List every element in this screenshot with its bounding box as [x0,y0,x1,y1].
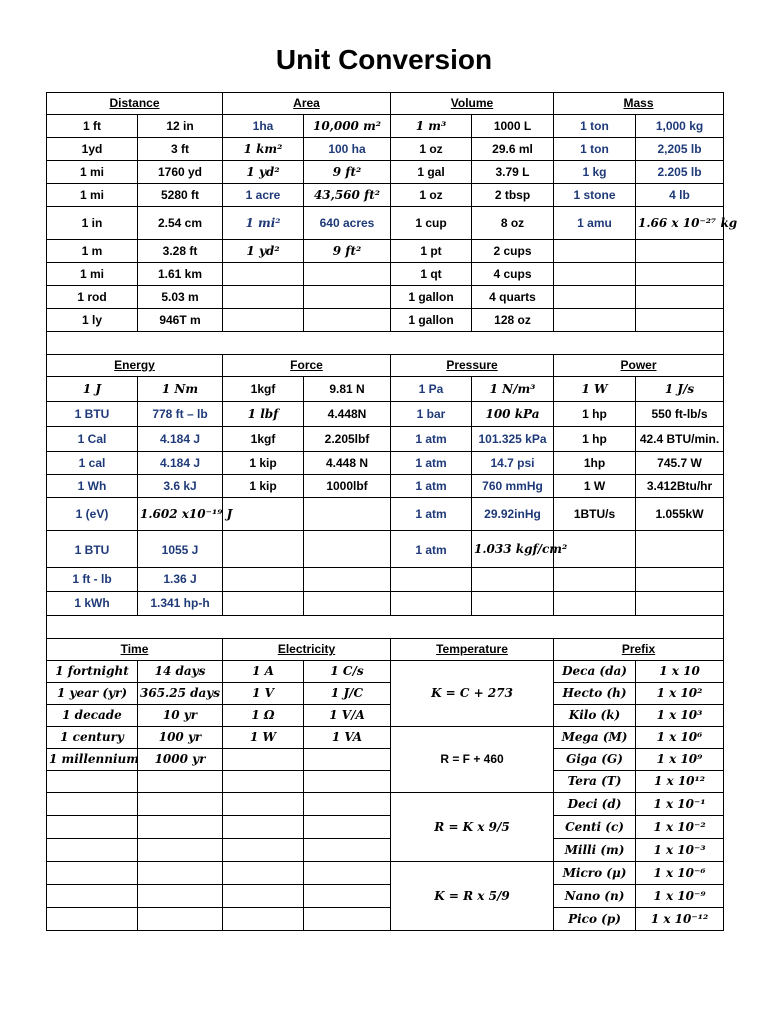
cell: 3.79 L [472,161,554,184]
cell: 4.448 N [304,452,391,475]
cell: 1 x 10⁻⁹ [636,885,724,908]
cell [223,749,304,771]
cell: 1 C/s [304,661,391,683]
cell [636,263,724,286]
cell: 1 x 10⁻⁶ [636,862,724,885]
cell [47,793,138,816]
cell: 1 atm [391,475,472,498]
table-row [47,568,724,592]
table-row [47,816,724,839]
cell: 550 ft-lb/s [636,402,724,427]
header-pressure: Pressure [391,355,554,377]
cell: 1BTU/s [554,498,636,531]
cell: 1 W [554,377,636,402]
header-force: Force [223,355,391,377]
temperature-formula: R = F + 460 [391,727,554,793]
cell: 4 lb [636,184,724,207]
temperature-formula: K = C + 273 [391,661,554,727]
table-row [47,862,724,885]
cell: 1 Cal [47,427,138,452]
header-volume: Volume [391,93,554,115]
cell [304,286,391,309]
cell [472,592,554,616]
cell [304,771,391,793]
cell: 1 A [223,661,304,683]
cell: 1 ton [554,138,636,161]
cell: 4 quarts [472,286,554,309]
cell: 2,205 lb [636,138,724,161]
spacer [47,332,724,355]
cell [223,862,304,885]
table-row [47,263,724,286]
cell: 1 gal [391,161,472,184]
cell [47,908,138,931]
cell: 29.6 ml [472,138,554,161]
cell: 1 bar [391,402,472,427]
cell: 1 atm [391,498,472,531]
cell [138,908,223,931]
cell [223,309,304,332]
temperature-formula: K = R x 5/9 [391,862,554,931]
cell: 1000 L [472,115,554,138]
cell [304,568,391,592]
cell: 745.7 W [636,452,724,475]
cell [47,771,138,793]
cell: 1 year (yr) [47,683,138,705]
cell [304,263,391,286]
cell: 3.28 ft [138,240,223,263]
cell: 1 N/m³ [472,377,554,402]
cell [223,771,304,793]
spacer-row [47,616,724,639]
cell [47,839,138,862]
cell: 946T m [138,309,223,332]
header-electricity: Electricity [223,639,391,661]
cell: Pico (p) [554,908,636,931]
cell: 1 decade [47,705,138,727]
cell: 1 rod [47,286,138,309]
table-row [47,531,724,568]
table-row [47,115,724,138]
cell [223,839,304,862]
cell [223,793,304,816]
table-row [47,661,724,683]
cell: 3.6 kJ [138,475,223,498]
cell [223,816,304,839]
cell: 1.36 J [138,568,223,592]
cell: 1 fortnight [47,661,138,683]
table-row [47,908,724,931]
cell [554,240,636,263]
cell [138,771,223,793]
header-distance: Distance [47,93,223,115]
cell: 100 kPa [472,402,554,427]
cell: 1.66 x 10⁻²⁷ kg [636,207,724,240]
cell: 1.055kW [636,498,724,531]
cell: 8 oz [472,207,554,240]
header-temperature: Temperature [391,639,554,661]
table-row [47,498,724,531]
cell: 1 x 10⁻¹² [636,908,724,931]
cell: 1 century [47,727,138,749]
cell [223,498,304,531]
cell: 1 ly [47,309,138,332]
header-area: Area [223,93,391,115]
page-title: Unit Conversion [275,44,493,75]
cell: 1kgf [223,377,304,402]
cell: 1 mi [47,184,138,207]
cell: 1 W [223,727,304,749]
cell: 1 gallon [391,309,472,332]
table-row [47,161,724,184]
cell [304,862,391,885]
cell: 1 x 10⁻² [636,816,724,839]
cell [554,309,636,332]
cell: 1 J/s [636,377,724,402]
spacer [47,616,724,639]
cell: 3 ft [138,138,223,161]
cell: 1 atm [391,531,472,568]
cell: 100 ha [304,138,391,161]
cell: 1 VA [304,727,391,749]
cell: 1,000 kg [636,115,724,138]
cell: 12 in [138,115,223,138]
unit-conversion-table [46,92,738,931]
cell [636,568,724,592]
cell [304,793,391,816]
cell: 1 x 10⁹ [636,749,724,771]
table-row [47,427,724,452]
cell [138,862,223,885]
cell: 1 W [554,475,636,498]
cell: 1.602 x10⁻¹⁹ J [138,498,223,531]
cell: 100 yr [138,727,223,749]
cell [138,793,223,816]
cell [636,286,724,309]
cell: 1 m³ [391,115,472,138]
cell: 10,000 m² [304,115,391,138]
table-row [47,683,724,705]
cell [304,885,391,908]
cell [47,816,138,839]
cell: 1000lbf [304,475,391,498]
cell: 1 BTU [47,402,138,427]
cell: Mega (M) [554,727,636,749]
cell [223,531,304,568]
cell: 1000 yr [138,749,223,771]
cell: 43,560 ft² [304,184,391,207]
header-power: Power [554,355,724,377]
cell: 29.92inHg [472,498,554,531]
cell: 1 mi² [223,207,304,240]
cell: 1 hp [554,427,636,452]
cell [391,568,472,592]
header-mass: Mass [554,93,724,115]
cell: Tera (T) [554,771,636,793]
cell [636,531,724,568]
cell: 1 m [47,240,138,263]
cell: 1 V [223,683,304,705]
cell: 9 ft² [304,240,391,263]
cell [47,862,138,885]
cell: 1 cup [391,207,472,240]
cell: Deca (da) [554,661,636,683]
table-row [47,749,724,771]
cell: 4.448N [304,402,391,427]
cell [554,568,636,592]
cell: 1 in [47,207,138,240]
section-header-row [47,355,724,377]
cell: 1 pt [391,240,472,263]
cell: Giga (G) [554,749,636,771]
cell: Milli (m) [554,839,636,862]
cell: 1760 yd [138,161,223,184]
cell: Micro (μ) [554,862,636,885]
cell [391,592,472,616]
cell: Nano (n) [554,885,636,908]
cell: 1 x 10⁻³ [636,839,724,862]
cell [472,568,554,592]
cell: 1 x 10⁶ [636,727,724,749]
cell: Centi (c) [554,816,636,839]
cell: 1 stone [554,184,636,207]
cell [304,816,391,839]
cell: 365.25 days [138,683,223,705]
cell: 1 gallon [391,286,472,309]
cell: 3.412Btu/hr [636,475,724,498]
cell: 1 millennium [47,749,138,771]
cell [304,749,391,771]
cell: 1 mi [47,161,138,184]
cell: 778 ft – lb [138,402,223,427]
cell: 1 Ω [223,705,304,727]
cell: 5.03 m [138,286,223,309]
section-header-row [47,93,724,115]
cell: 1 oz [391,184,472,207]
header-time: Time [47,639,223,661]
cell [554,263,636,286]
table-row [47,705,724,727]
cell: 42.4 BTU/min. [636,427,724,452]
cell [304,498,391,531]
header-prefix: Prefix [554,639,724,661]
table-row [47,452,724,475]
cell: 4.184 J [138,427,223,452]
table-row [47,286,724,309]
cell: 1 yd² [223,240,304,263]
cell: 2.54 cm [138,207,223,240]
cell: 1 oz [391,138,472,161]
cell: 1.033 kgf/cm² [472,531,554,568]
cell: 1 km² [223,138,304,161]
cell: Deci (d) [554,793,636,816]
cell: 1kgf [223,427,304,452]
cell [554,286,636,309]
cell: 1 x 10⁻¹ [636,793,724,816]
cell: 760 mmHg [472,475,554,498]
table-row [47,377,724,402]
table-row [47,207,724,240]
cell [304,309,391,332]
cell [304,531,391,568]
cell: 1 x 10³ [636,705,724,727]
cell [223,286,304,309]
cell [636,309,724,332]
cell [554,592,636,616]
cell: 9 ft² [304,161,391,184]
cell: 101.325 kPa [472,427,554,452]
cell [636,240,724,263]
cell [223,908,304,931]
cell: 1 yd² [223,161,304,184]
cell [636,592,724,616]
table-row [47,793,724,816]
cell [223,592,304,616]
cell: 10 yr [138,705,223,727]
cell: Hecto (h) [554,683,636,705]
cell [304,908,391,931]
cell: 1 kip [223,475,304,498]
cell: 1 atm [391,427,472,452]
cell: 2.205 lb [636,161,724,184]
cell: 1 hp [554,402,636,427]
cell: 1 ft [47,115,138,138]
table-row [47,592,724,616]
cell: 1 J [47,377,138,402]
cell: 1 amu [554,207,636,240]
table-row [47,475,724,498]
table-row [47,309,724,332]
cell: 2 cups [472,240,554,263]
table-row [47,885,724,908]
cell: 5280 ft [138,184,223,207]
cell [223,263,304,286]
cell: 1 cal [47,452,138,475]
cell [138,816,223,839]
cell: 1 V/A [304,705,391,727]
cell [138,885,223,908]
spacer-row [47,332,724,355]
cell: 4.184 J [138,452,223,475]
cell: 1 J/C [304,683,391,705]
cell: 1 kip [223,452,304,475]
table-row [47,138,724,161]
cell: 1 Nm [138,377,223,402]
cell: 1yd [47,138,138,161]
cell: 128 oz [472,309,554,332]
cell: 1 qt [391,263,472,286]
cell: 1 atm [391,452,472,475]
cell: 1 (eV) [47,498,138,531]
cell: 4 cups [472,263,554,286]
cell: 9.81 N [304,377,391,402]
cell: 1.61 km [138,263,223,286]
cell: Kilo (k) [554,705,636,727]
cell [47,885,138,908]
cell: 1 ton [554,115,636,138]
cell [223,885,304,908]
cell: 1 lbf [223,402,304,427]
cell: 14 days [138,661,223,683]
table-row [47,839,724,862]
cell: 1 x 10¹² [636,771,724,793]
cell: 1 Wh [47,475,138,498]
cell: 1 Pa [391,377,472,402]
cell: 640 acres [304,207,391,240]
cell: 1 kWh [47,592,138,616]
cell: 1hp [554,452,636,475]
cell: 1ha [223,115,304,138]
cell [304,839,391,862]
cell: 1 x 10² [636,683,724,705]
cell [138,839,223,862]
cell: 1.341 hp-h [138,592,223,616]
table-row [47,240,724,263]
table-row [47,771,724,793]
cell: 1 x 10 [636,661,724,683]
table-row [47,402,724,427]
table-row [47,727,724,749]
table-row [47,184,724,207]
temperature-formula: R = K x 9/5 [391,793,554,862]
cell [223,568,304,592]
cell: 1055 J [138,531,223,568]
cell: 1 BTU [47,531,138,568]
cell: 2.205lbf [304,427,391,452]
header-energy: Energy [47,355,223,377]
cell [304,592,391,616]
cell: 2 tbsp [472,184,554,207]
cell: 1 mi [47,263,138,286]
section-header-row [47,639,724,661]
cell: 1 ft - lb [47,568,138,592]
cell: 1 kg [554,161,636,184]
cell: 1 acre [223,184,304,207]
cell: 14.7 psi [472,452,554,475]
